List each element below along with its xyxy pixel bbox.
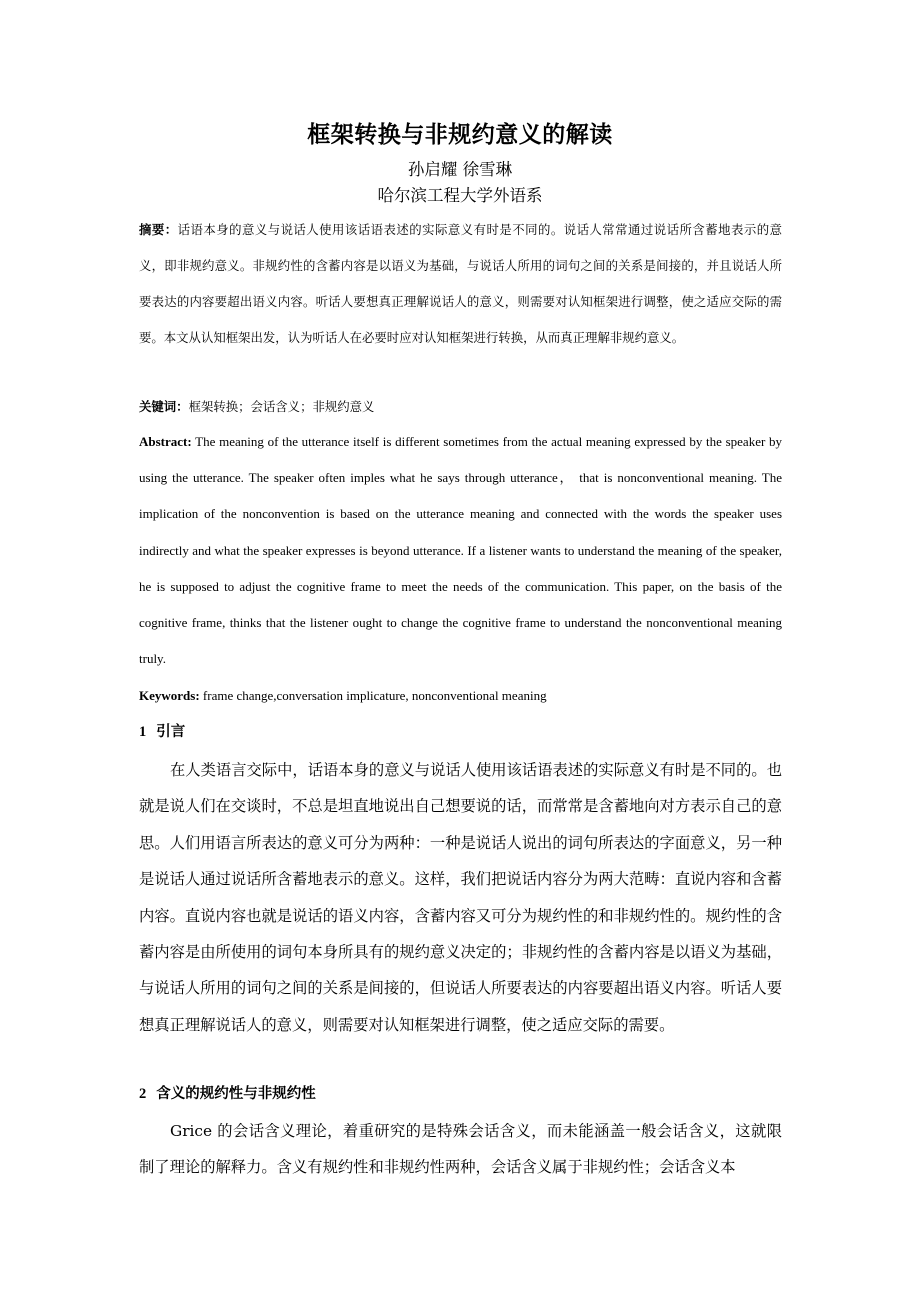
english-abstract-text: The meaning of the utterance itself is different sometimes from the actual meaning expressed by the speaker by using the utterance. The speaker often imples what he says through utterance， that is nonconventional meaning. The implication of the nonconvention is based on the utterance meaning and connected with the words the speaker uses indirectly and what the speaker expresses is beyond utterance. If a listener wants to understand the meaning of the speaker, he is supposed to adjust the cognitive frame to meet the needs of the communication. This paper, on the basis of the cognitive frame, thinks that the listener ought to change the cognitive frame to understand the nonconventional meaning truly. (139, 434, 782, 667)
section-1-number: 1 (139, 724, 147, 740)
section-2-heading (139, 1080, 316, 1108)
section-2-number: 2 (139, 1086, 147, 1102)
chinese-abstract-text: 话语本身的意义与说话人使用该话语表述的实际意义有时是不同的。说话人常常通过说话所含蓄地表示的意义，即非规约意义。非规约性的含蓄内容是以语义为基础，与说话人所用的词句之间的关系是间接的，并且说话人所要表达的内容要超出语义内容。听话人要想真正理解说话人的意义，则需要对认知框架进行调整，使之适应交际的需要。本文从认知框架出发，认为听话人在必要时应对认知框架进行转换，从而真正理解非规约意义。 (139, 222, 782, 345)
section-1-paragraph: 在人类语言交际中，话语本身的意义与说话人使用该话语表述的实际意义有时是不同的。也就是说人们在交谈时，不总是坦直地说出自己想要说的话，而常常是含蓄地向对方表示自己的意思。人们用语言所表达的意义可分为两种：一种是说话人说出的词句所表达的字面意义，另一种是说话人通过说话所含蓄地表示的意义。这样，我们把说话内容分为两大范畴：直说内容和含蓄内容。直说内容也就是说话的语义内容，含蓄内容又可分为规约性的和非规约性的。规约性的含蓄内容是由所使用的词句本身所具有的规约意义决定的；非规约性的含蓄内容是以语义为基础，与说话人所用的词句之间的关系是间接的，但说话人所要表达的内容要超出语义内容。听话人要想真正理解说话人的意义，则需要对认知框架进行调整，使之适应交际的需要。 (139, 761, 782, 1034)
paper-authors: 孙启耀 徐雪琳 (407, 160, 513, 179)
paper-affiliation: 哈尔滨工程大学外语系 (377, 186, 543, 205)
chinese-keywords-label: 关键词： (139, 399, 189, 414)
chinese-keywords (139, 392, 782, 422)
english-keywords-text: frame change,conversation implicature, nonconventional meaning (199, 688, 547, 703)
section-1-title: 引言 (156, 723, 186, 740)
section-2-paragraph: Grice 的会话含义理论，着重研究的是特殊会话含义，而未能涵盖一般会话含义，这就限制了理论的解释力。含义有规约性和非规约性两种，会话含义属于非规约性；会话含义本 (139, 1122, 782, 1177)
chinese-abstract (139, 212, 782, 356)
english-abstract (139, 424, 782, 677)
paper-title: 框架转换与非规约意义的解读 (307, 121, 613, 148)
chinese-keywords-text: 框架转换；会话含义；非规约意义 (188, 399, 375, 414)
section-2-title: 含义的规约性与非规约性 (156, 1085, 316, 1102)
chinese-abstract-label: 摘要： (139, 222, 178, 237)
section-1-heading (139, 718, 185, 746)
english-keywords (139, 681, 782, 711)
english-abstract-label: Abstract: (139, 434, 192, 449)
english-keywords-label: Keywords: (139, 688, 200, 703)
